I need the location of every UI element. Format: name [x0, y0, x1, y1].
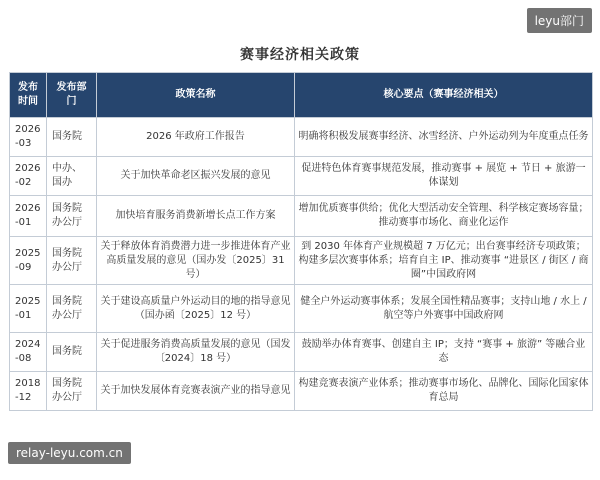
cell-core-points: 明确将积极发展赛事经济、冰雪经济、户外运动列为年度重点任务 [295, 118, 593, 157]
watermark-bottom: relay-leyu.com.cn [8, 442, 131, 464]
cell-policy-name: 关于促进服务消费高质量发展的意见（国发〔2024〕18 号） [97, 333, 295, 372]
cell-publish-time: 2018 -12 [10, 372, 47, 411]
table-row [10, 372, 593, 411]
header-policy-name: 政策名称 [97, 73, 295, 118]
cell-core-points: 鼓励举办体育赛事、创建自主 IP；支持 “赛事 + 旅游” 等融合业态 [295, 333, 593, 372]
table-row [10, 196, 593, 237]
cell-publish-dept: 国务院 办公厅 [47, 237, 97, 285]
table-header-row [10, 73, 593, 118]
cell-core-points: 构建竞赛表演产业体系；推动赛事市场化、品牌化、国际化国家体育总局 [295, 372, 593, 411]
cell-publish-dept: 国务院 办公厅 [47, 372, 97, 411]
cell-publish-dept: 中办、 国办 [47, 157, 97, 196]
cell-publish-dept: 国务院 办公厅 [47, 196, 97, 237]
header-publish-dept: 发布部 门 [47, 73, 97, 118]
cell-publish-time: 2026 -03 [10, 118, 47, 157]
cell-publish-dept: 国务院 [47, 118, 97, 157]
table-row [10, 157, 593, 196]
cell-publish-dept: 国务院 [47, 333, 97, 372]
cell-core-points: 促进特色体育赛事规范发展，推动赛事 + 展览 + 节日 + 旅游一体谋划 [295, 157, 593, 196]
cell-policy-name: 2026 年政府工作报告 [97, 118, 295, 157]
cell-publish-time: 2026 -01 [10, 196, 47, 237]
cell-core-points: 增加优质赛事供给；优化大型活动安全管理、科学核定赛场容量；推动赛事市场化、商业化运作 [295, 196, 593, 237]
cell-policy-name: 关于释放体育消费潜力进一步推进体育产业高质量发展的意见（国办发〔2025〕31 号） [97, 237, 295, 285]
table-row [10, 333, 593, 372]
cell-publish-time: 2025 -01 [10, 285, 47, 333]
header-core-points: 核心要点（赛事经济相关） [295, 73, 593, 118]
page-title: 赛事经济相关政策 [240, 47, 360, 63]
cell-policy-name: 加快培育服务消费新增长点工作方案 [97, 196, 295, 237]
cell-publish-dept: 国务院 办公厅 [47, 285, 97, 333]
cell-core-points: 到 2030 年体育产业规模超 7 万亿元；出台赛事经济专项政策；构建多层次赛事体系；培育自主 IP、推动赛事 “进景区 / 街区 / 商圈”中国政府网 [295, 237, 593, 285]
cell-policy-name: 关于加快发展体育竞赛表演产业的指导意见 [97, 372, 295, 411]
cell-core-points: 健全户外运动赛事体系；发展全国性精品赛事；支持山地 / 水上 / 航空等户外赛事中国政府网 [295, 285, 593, 333]
watermark-top: leyu部门 [527, 8, 592, 33]
policy-table [9, 72, 593, 411]
cell-publish-time: 2024 -08 [10, 333, 47, 372]
cell-policy-name: 关于建设高质量户外运动目的地的指导意见（国办函〔2025〕12 号） [97, 285, 295, 333]
table-row [10, 285, 593, 333]
cell-publish-time: 2025 -09 [10, 237, 47, 285]
table-row [10, 237, 593, 285]
header-publish-time: 发布 时间 [10, 73, 47, 118]
cell-policy-name: 关于加快革命老区振兴发展的意见 [97, 157, 295, 196]
cell-publish-time: 2026 -02 [10, 157, 47, 196]
table-body [10, 118, 593, 411]
table-row [10, 118, 593, 157]
